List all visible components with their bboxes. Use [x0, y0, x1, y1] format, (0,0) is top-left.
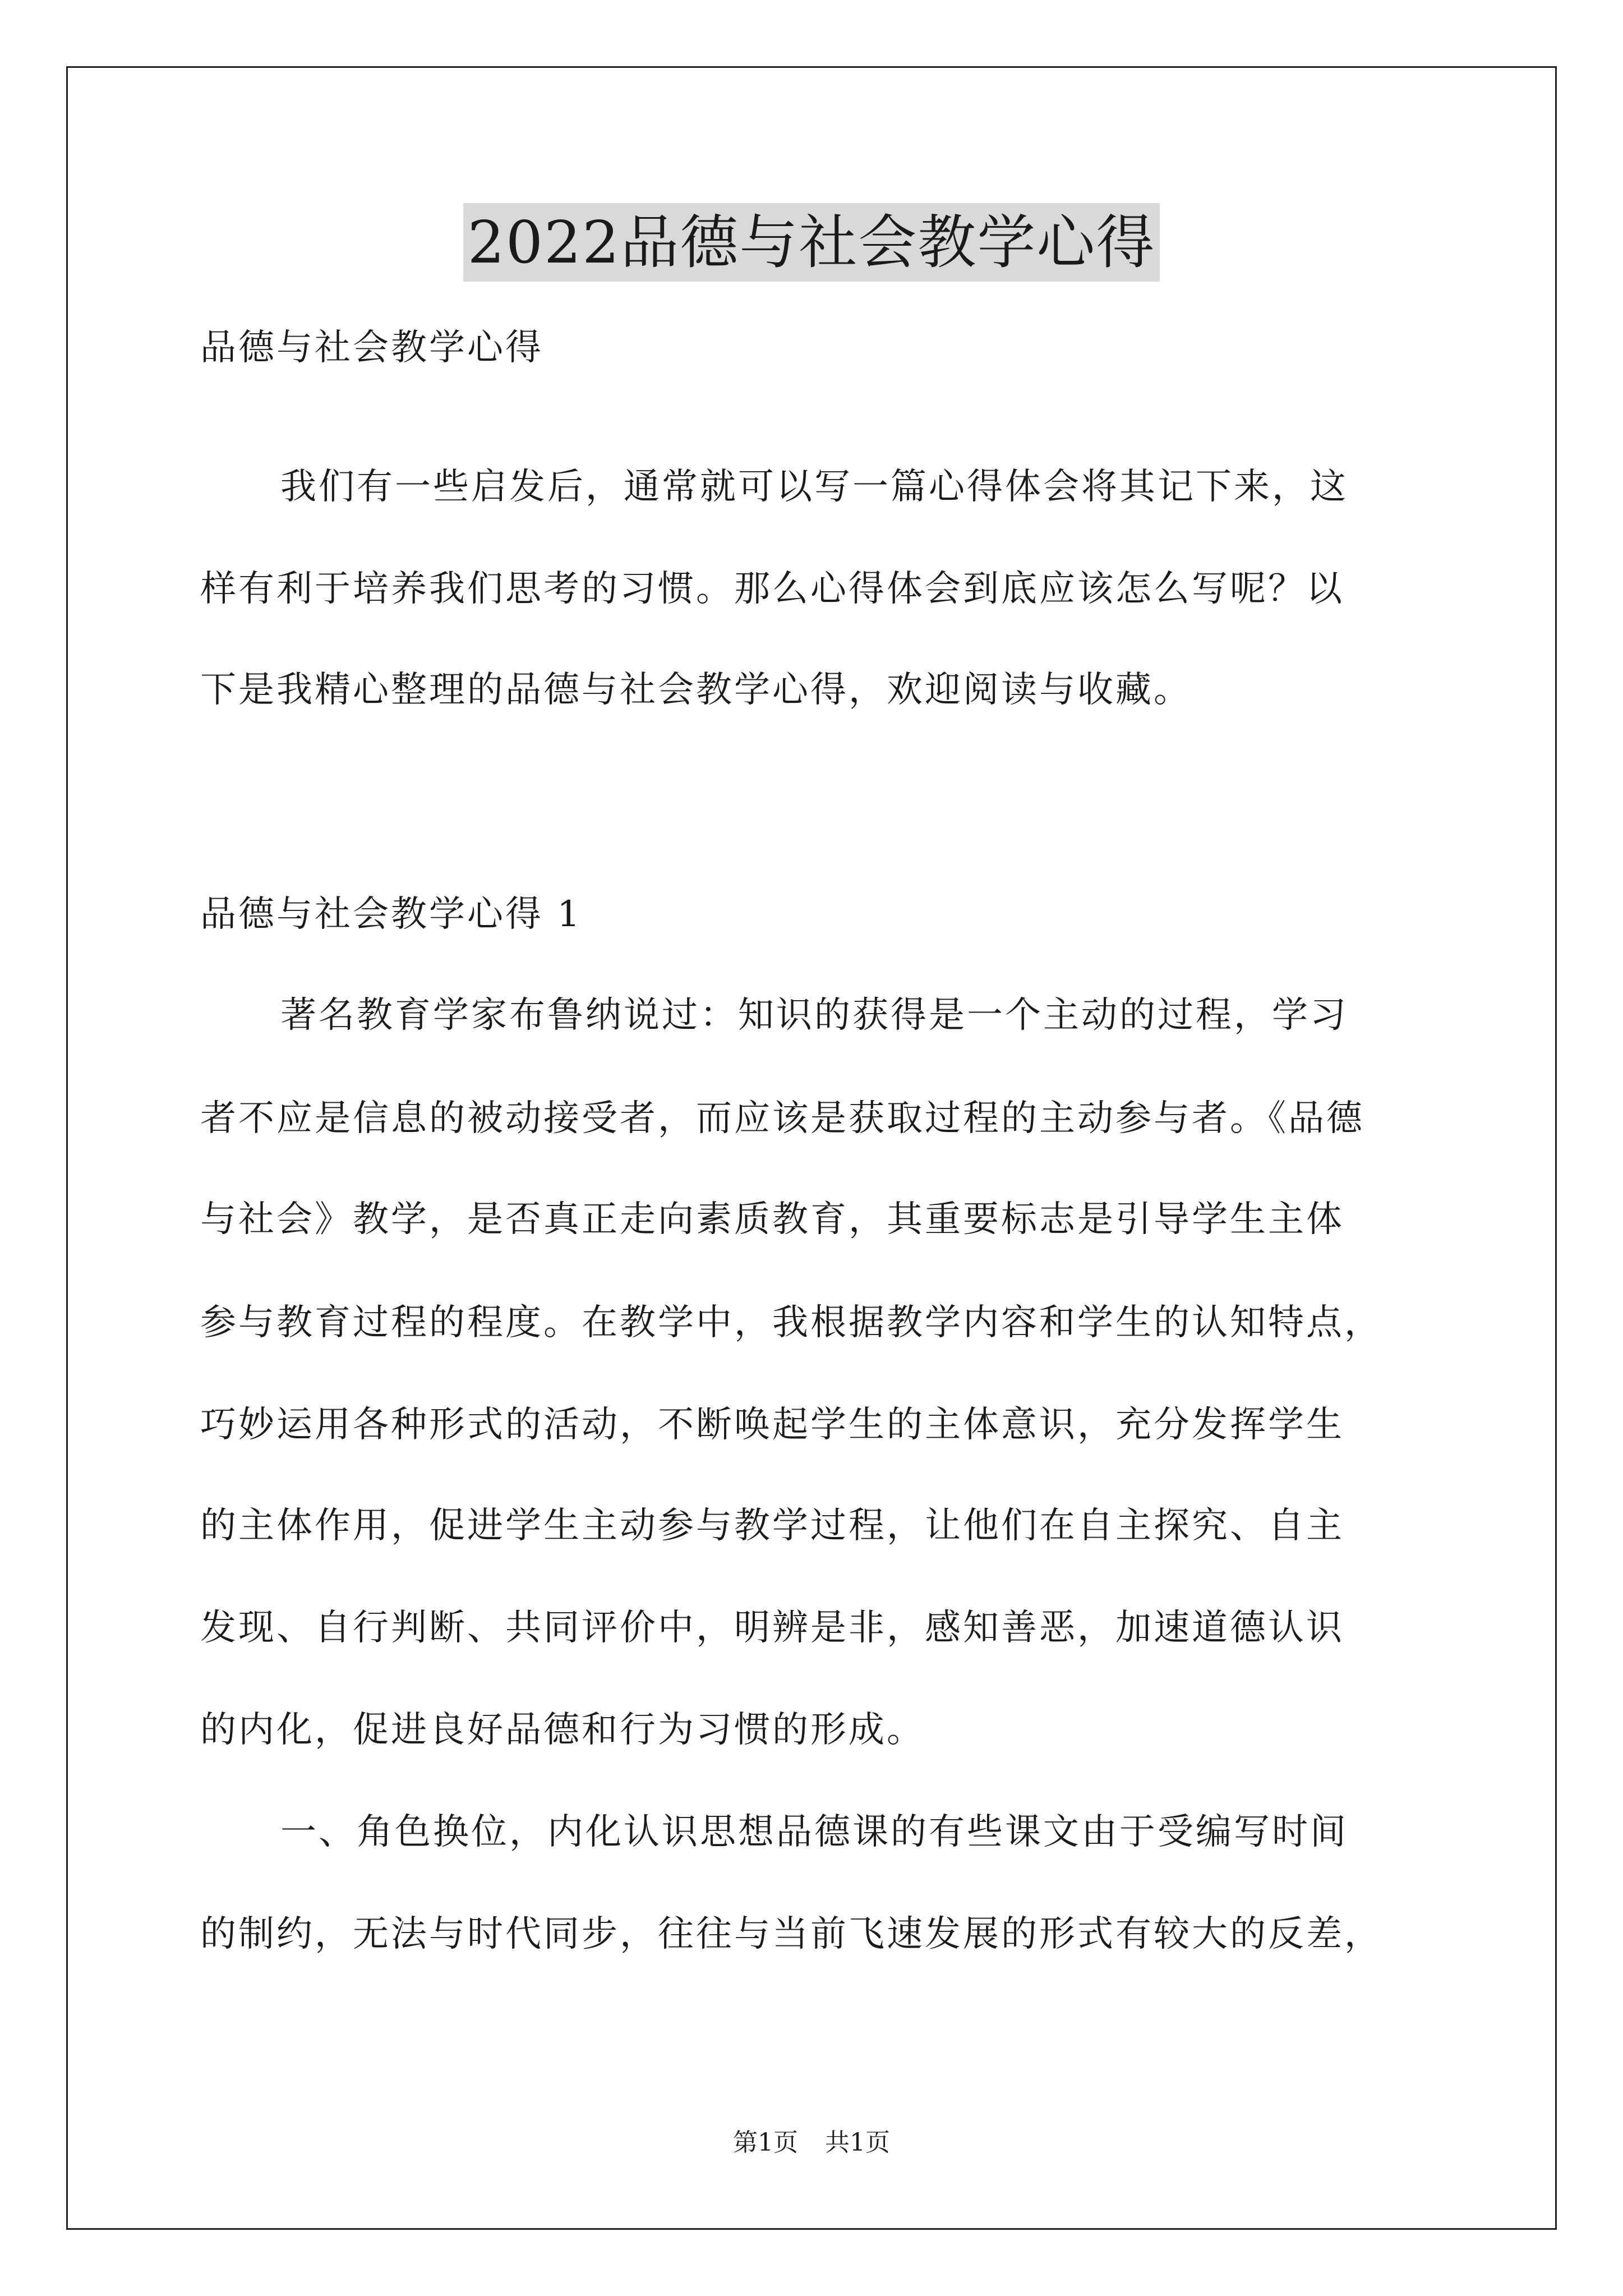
section-heading: 品德与社会教学心得 1 [200, 894, 583, 935]
document-subtitle: 品德与社会教学心得 [200, 327, 543, 369]
intro-line-3: 下是我精心整理的品德与社会教学心得，欢迎阅读与收藏。 [200, 669, 1192, 711]
section-body-line-8: 的内化，促进良好品德和行为习惯的形成。 [200, 1709, 925, 1751]
section-body-line-5: 巧妙运用各种形式的活动，不断唤起学生的主体意识，充分发挥学生 [200, 1404, 1344, 1446]
section-body-line-2: 者不应是信息的被动接受者，而应该是获取过程的主动参与者。《品德 [200, 1098, 1364, 1139]
page-total: 共1页 [825, 2128, 890, 2157]
intro-line-1: 我们有一些启发后，通常就可以写一篇心得体会将其记下来，这 [280, 466, 1348, 508]
intro-line-2: 样有利于培养我们思考的习惯。那么心得体会到底应该怎么写呢？以 [200, 568, 1344, 610]
section-body-line-4: 参与教育过程的程度。在教学中，我根据教学内容和学生的认知特点， [200, 1302, 1382, 1343]
page-number: 第1页 [733, 2128, 798, 2157]
point-one-line-1: 一、角色换位，内化认识思想品德课的有些课文由于受编写时间 [280, 1811, 1348, 1853]
section-body-line-1: 著名教育学家布鲁纳说过：知识的获得是一个主动的过程，学习 [280, 995, 1348, 1036]
section-body-line-6: 的主体作用，促进学生主动参与教学过程，让他们在自主探究、自主 [200, 1505, 1344, 1547]
page-footer [0, 2126, 1623, 2160]
page-border [66, 66, 1557, 2230]
section-body-line-7: 发现、自行判断、共同评价中，明辨是非，感知善恶，加速道德认识 [200, 1607, 1344, 1649]
document-title-text: 2022品德与社会教学心得 [463, 203, 1160, 282]
section-body-line-3: 与社会》教学，是否真正走向素质教育，其重要标志是引导学生主体 [200, 1199, 1344, 1240]
point-one-line-2: 的制约，无法与时代同步，往往与当前飞速发展的形式有较大的反差， [200, 1913, 1382, 1955]
document-title [0, 203, 1623, 282]
